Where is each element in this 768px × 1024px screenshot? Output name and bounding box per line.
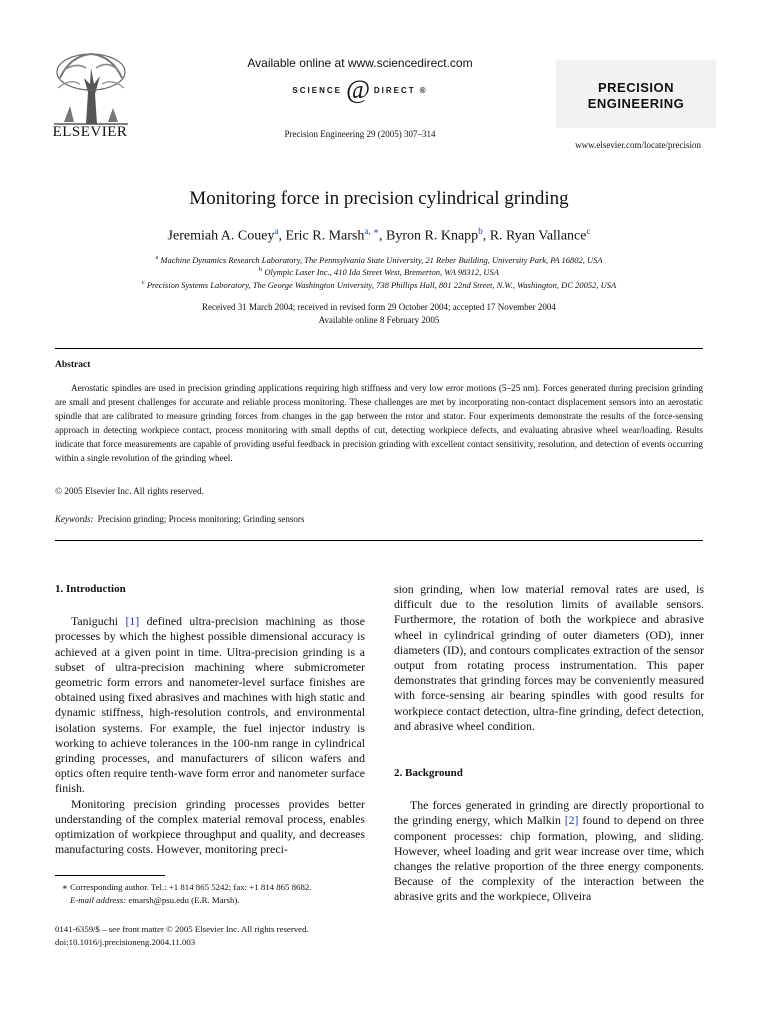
corresponding-author-note: ∗ Corresponding author. Tel.: +1 814 865 5242; fax: +1 814 865 8682. — [62, 882, 312, 892]
author-affiliation-mark[interactable]: b — [478, 226, 483, 236]
section-heading-introduction: 1. Introduction — [55, 583, 126, 595]
journal-name-line1: PRECISION — [597, 80, 674, 95]
author-list — [55, 226, 703, 245]
intro-paragraph-2: Monitoring precision grinding processes provides better understanding of the complex material removal process, enables optimization of workpiece throughput and quality, and decreases manufacturing costs. However, monitoring preci- — [55, 796, 365, 857]
sciencedirect-logo[interactable] — [250, 76, 470, 104]
author-separator: , — [379, 228, 387, 244]
author-separator: , — [278, 228, 286, 244]
text-run: found to depend on three component processes: chip formation, plowing, and sliding. However, wheel loading and grit wear increase over time, which changes the relative proportion of the three energy components. Because of the complexity of the interaction between the abrasive grits and the workpiece, Oliveira — [394, 813, 705, 904]
affiliation-mark: a — [155, 254, 159, 261]
divider — [55, 348, 703, 349]
author-affiliation-mark[interactable]: a — [274, 226, 279, 236]
intro-paragraph-continued: sion grinding, when low material removal rates are used, is difficult due to the resolution limits of available sensors. Furthermore, the rotation of both the workpiece and abrasive wheel in cylindrical grinding of outer diameters (OD), inner diameters (ID), and contours complicates extraction of the sensor output from rotating process instrumentation. This paper demonstrates that grinding forces may be conveniently measured with force-sensing air bearing spindles with good results for workpiece contact detection, ultra-fine grinding, defect detection, and abrasive wheel condition. — [394, 582, 704, 733]
intro-paragraph-1 — [55, 614, 365, 796]
author-name: Jeremiah A. Couey — [167, 228, 275, 244]
author-name: Eric R. Marsh — [285, 228, 365, 244]
text-run: defined ultra-precision machining as those processes by which the highest possible dimensional accuracy is achieved at a given point in time. Ultra-precision grinding is a subset of ultra-precision machining where submicrometer geometric form errors and nanometer-level surface finishes are obtained using fixed abrasives and machines with high static and dynamic stiffness, high-resolution controls, and environmental isolation systems. For example, the fuel injector industry is working to achieve tolerances in the 100-nm range in cylindrical grinding processes, and manufacturers of silicon wafers and optics often require tenth-wave form error and nanometer surface finish. — [55, 614, 366, 796]
journal-url[interactable]: www.elsevier.com/locate/precision — [575, 140, 701, 150]
reference-link[interactable]: [2] — [564, 813, 579, 828]
available-date: Available online 8 February 2005 — [318, 315, 440, 325]
received-dates: Received 31 March 2004; received in revised form 29 October 2004; accepted 17 November 2004 — [202, 302, 556, 312]
section-heading-background: 2. Background — [394, 767, 463, 780]
affiliation-mark: c — [141, 279, 145, 286]
author-affiliation-mark[interactable]: a, ∗ — [364, 226, 380, 236]
article-title: Monitoring force in precision cylindrical grinding — [189, 188, 569, 209]
elsevier-tree-logo — [50, 48, 132, 126]
sd-right-word: DIRECT — [373, 85, 416, 95]
author-name: Byron R. Knapp — [386, 228, 479, 244]
reference-link[interactable]: [1] — [125, 614, 140, 629]
affiliation-a — [55, 254, 703, 265]
journal-name-line2: ENGINEERING — [587, 96, 685, 111]
text-run: Taniguchi — [71, 614, 126, 629]
right-column — [394, 582, 704, 905]
abstract-text: Aerostatic spindles are used in precision grinding applications requiring high stiffness and very low error motions (5–25 nm). Forces generated during precision grinding are small and present challenges for accurate and reliable process monitoring. These challenges are met by incorporating non-contact displacement sensors into an aerostatic spindle that are calibrated to measure grinding forces from changes in the gap between the rotor and stator. Four experiments demonstrate the results of the force-sensing approach in detecting workpiece contact, process monitoring with small depths of cut, detecting workpiece defects, and evaluating abrasive wheel wear/loading. Results indicate that force measurements are capable of providing useful feedback in precision grinding with excellent contact sensitivity, resolution, and detection of events occurring within a single revolution of the grinding wheel. — [55, 383, 703, 463]
available-online-text[interactable]: Available online at www.sciencedirect.com — [247, 56, 473, 70]
sd-reg-mark: ® — [419, 85, 428, 95]
affiliation-text: Machine Dynamics Research Laboratory, The Pennsylvania State University, 21 Reber Building, University Park, PA 16802, USA — [160, 254, 603, 265]
sd-left-word: SCIENCE — [292, 85, 342, 95]
email-note — [70, 894, 390, 906]
text-run: The forces generated in grinding are directly proportional to the grinding energy, which Malkin — [394, 798, 704, 828]
journal-name — [556, 80, 716, 112]
affiliation-c — [55, 279, 703, 290]
affiliation-b — [55, 266, 703, 277]
publisher-name: ELSEVIER — [52, 124, 128, 140]
author-separator: , — [482, 228, 490, 244]
abstract-heading: Abstract — [55, 360, 91, 370]
affiliation-mark: b — [259, 266, 263, 273]
email-value[interactable]: emarsh@psu.edu (E.R. Marsh). — [126, 895, 240, 905]
affiliation-text: Olympic Laser Inc., 410 Ida Street West, Bremerton, WA 98312, USA — [264, 266, 499, 277]
keywords-label: Keywords: — [55, 514, 94, 524]
journal-citation: Precision Engineering 29 (2005) 307–314 — [284, 129, 436, 139]
doi-line[interactable]: doi:10.1016/j.precisioneng.2004.11.003 — [55, 937, 196, 947]
email-label: E-mail address: — [70, 895, 127, 905]
keywords — [55, 514, 304, 524]
abstract-copyright: © 2005 Elsevier Inc. All rights reserved. — [55, 486, 204, 496]
sciencedirect-at-icon: @ — [345, 75, 370, 104]
footnote-divider — [55, 875, 165, 876]
background-paragraph-1 — [394, 798, 704, 904]
issn-line: 0141-6359/$ – see front matter © 2005 Elsevier Inc. All rights reserved. — [55, 924, 309, 934]
divider — [55, 540, 703, 541]
keywords-value: Precision grinding; Process monitoring; Grinding sensors — [97, 514, 305, 524]
left-column — [55, 582, 365, 857]
author-affiliation-mark[interactable]: c — [586, 226, 591, 236]
affiliation-text: Precision Systems Laboratory, The George Washington University, 738 Phillips Hall, 801 22nd Street, N.W., Washington, DC 20052, USA — [146, 279, 617, 290]
author-name: R. Ryan Vallance — [489, 228, 587, 244]
